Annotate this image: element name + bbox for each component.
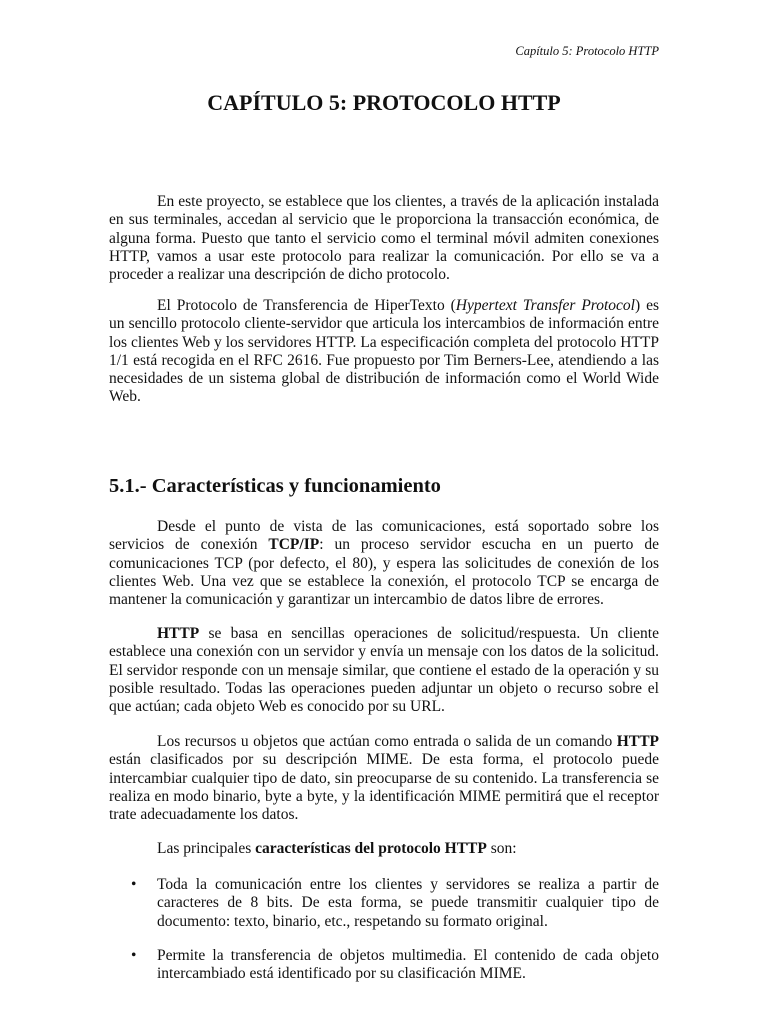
- intro-p2-text-a: El Protocolo de Transferencia de HiperTexto (: [157, 297, 456, 314]
- intro-p2-text-b: ) es un sencillo protocolo cliente-servidor que articula los intercambios de información entre los clientes Web y los servidores HTTP. La especificación completa del protocolo HTTP 1/1 está recogida en el RFC 2616. Fue propuesto por Tim Berners-Lee, atendiendo a las necesidades de un sistema global de distribución de información como el World Wide Web.: [109, 297, 659, 406]
- intro-paragraph-1: En este proyecto, se establece que los clientes, a través de la aplicación instalada en sus terminales, accedan al servicio que le proporciona la transacción económica, de alguna forma. Puesto que tanto el servicio como el terminal móvil admiten conexiones HTTP, vamos a usar este protocolo para realizar la comunicación. Por ello se va a proceder a realizar una descripción de dicho protocolo.: [109, 193, 659, 284]
- list-item: Toda la comunicación entre los clientes y servidores se realiza a partir de caracteres de 8 bits. De esta forma, se puede transmitir cualquier tipo de documento: texto, binario, etc., respetando su formato original.: [157, 876, 659, 930]
- section-paragraph-4: [109, 840, 659, 858]
- section-p2-text-b: se basa en sencillas operaciones de solicitud/respuesta. Un cliente establece una conexión con un servidor y envía un mensaje con los datos de la solicitud. El servidor responde con un mensaje similar, que contiene el estado de la operación y su posible resultado. Todas las operaciones pueden adjuntar un objeto o recurso sobre el que actúan; cada objeto Web es conocido por su URL.: [109, 625, 659, 716]
- section-paragraph-3: [109, 733, 659, 824]
- section-paragraph-2: [109, 625, 659, 716]
- section-paragraph-1: [109, 518, 659, 609]
- section-p4-text-a: Las principales: [157, 840, 256, 857]
- section-p1-text-a: Desde el punto de vista de las comunicaciones, está soportado sobre los servicios de conexión: [109, 518, 659, 554]
- section-p2-bold: HTTP: [157, 625, 200, 642]
- running-header: Capítulo 5: Protocolo HTTP: [515, 44, 659, 58]
- section-heading: 5.1.- Características y funcionamiento: [109, 475, 441, 497]
- section-p4-text-b: son:: [486, 840, 517, 857]
- chapter-title: CAPÍTULO 5: PROTOCOLO HTTP: [207, 90, 561, 115]
- section-p3-text-b: están clasificados por su descripción MIME. De esta forma, el protocolo puede intercambiar cualquier tipo de dato, sin preocuparse de su contenido. La transferencia se realiza en modo binario, byte a byte, y la identificación MIME permitirá que el receptor trate adecuadamente los datos.: [109, 751, 659, 824]
- section-p3-bold: HTTP: [616, 733, 659, 750]
- section-p1-bold: TCP/IP: [268, 536, 320, 554]
- intro-paragraph-2: [109, 297, 659, 407]
- section-p1-text-b: : un proceso servidor escucha en un puerto de comunicaciones TCP (por defecto, el 80), y espera las solicitudes de conexión de los clientes Web. Una vez que se establece la conexión, el protocolo TCP se encarga de mantener la comunicación y garantizar un intercambio de datos libre de errores.: [109, 536, 659, 609]
- list-item: Permite la transferencia de objetos multimedia. El contenido de cada objeto intercambiado está identificado por su clasificación MIME.: [157, 947, 659, 983]
- section-p3-text-a: Los recursos u objetos que actúan como entrada o salida de un comando: [157, 733, 617, 750]
- bullet-dot-icon: •: [131, 947, 137, 964]
- section-p4-bold: características del protocolo HTTP: [255, 840, 487, 857]
- intro-p2-english-term: Hypertext Transfer Protocol: [455, 297, 635, 314]
- bullet-dot-icon: •: [131, 876, 137, 893]
